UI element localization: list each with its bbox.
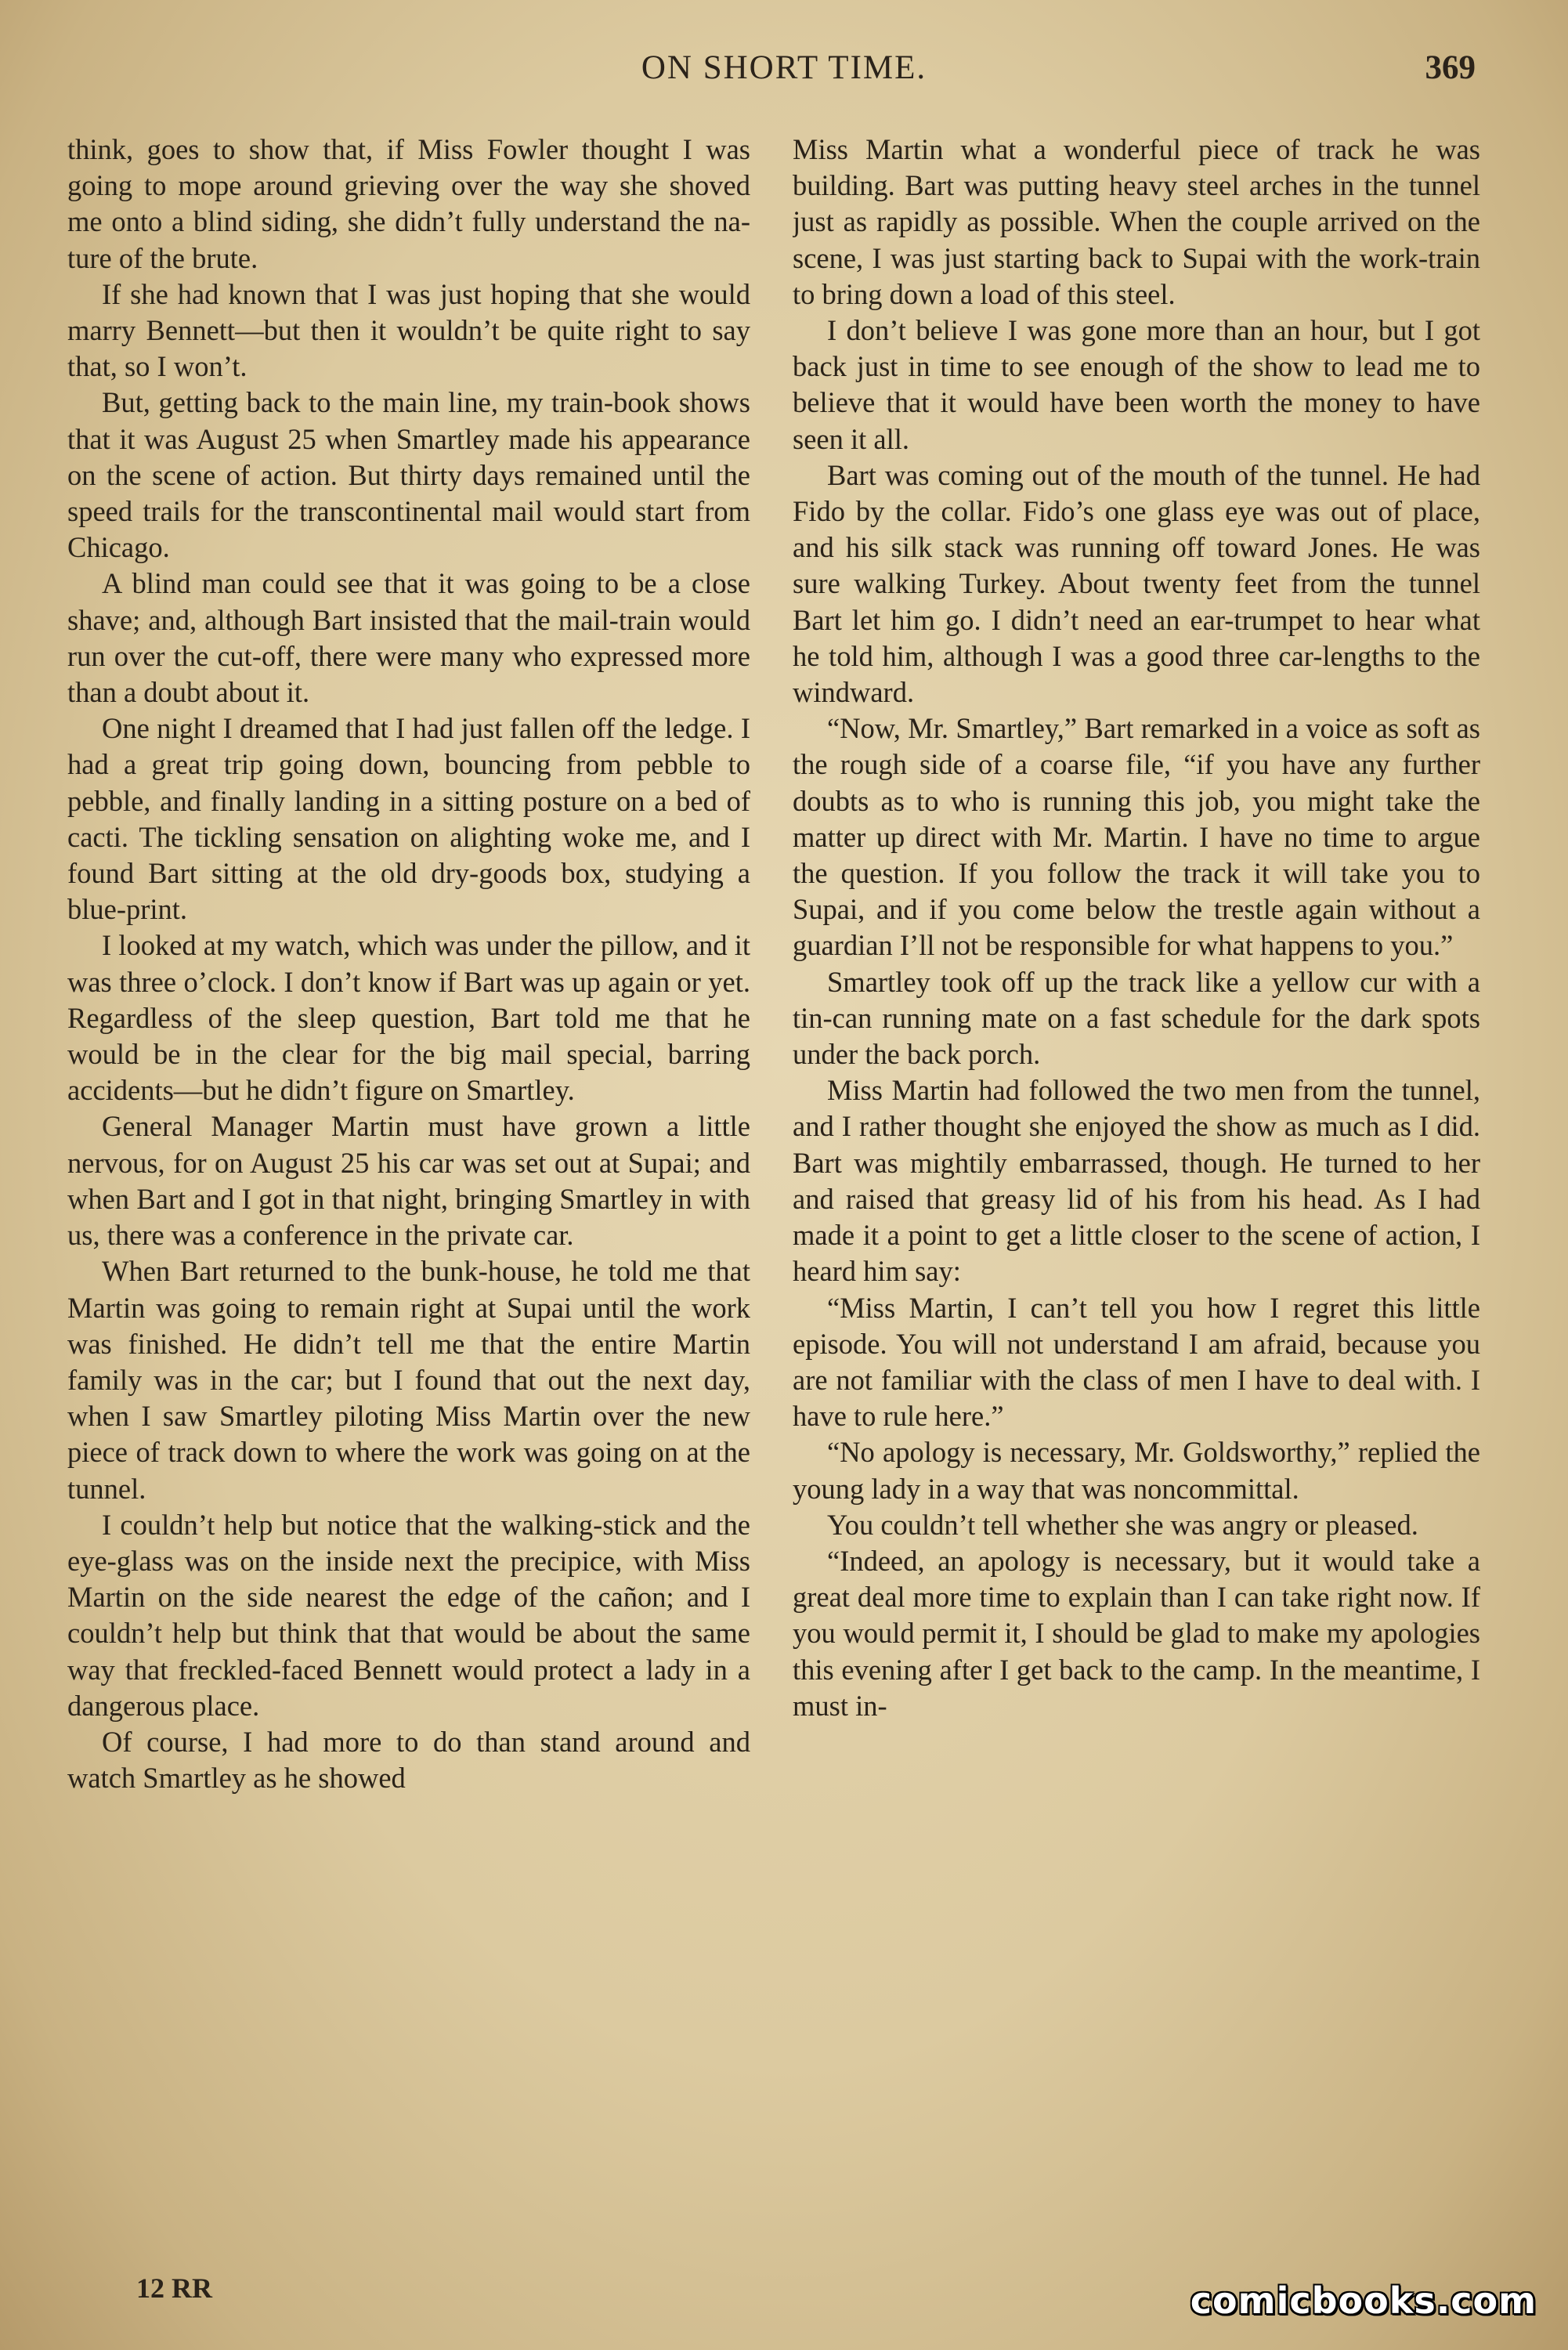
- paragraph: Of course, I had more to do than stand around and watch Smartley as he showed: [67, 1725, 750, 1795]
- paragraph: think, goes to show that, if Miss Fowler thought I was going to mope around grieving over the way she shoved me onto a blind siding, she didn’t fully understand the nature of the brute.: [67, 133, 750, 274]
- paragraph: General Manager Martin must have grown a little nervous, for on August 25 his car was set out at Supai; and when Bart and I got in that night, bringing Smartley in with us, there was a conference in the private car.: [67, 1110, 750, 1252]
- paragraph: You couldn’t tell whether she was angry or pleased.: [827, 1508, 1418, 1541]
- paragraph: If she had known that I was just hoping that she would marry Bennett—but then it wouldn’t be quite right to say that, so I won’t.: [67, 277, 750, 383]
- page-header: [0, 49, 1568, 96]
- paragraph: I looked at my watch, which was under the pillow, and it was three o’clock. I don’t know if Bart was up again or yet. Regardless of the sleep question, Bart told me that he would be in the clear for the big mail special, barring accidents—but he didn’t figure on Smartley.: [67, 929, 750, 1107]
- signature-mark: 12 RR: [136, 2272, 212, 2304]
- page-number: 369: [1425, 49, 1476, 86]
- paragraph: Smartley took off up the track like a yellow cur with a tin-can running mate on a fast schedule for the dark spots under the back porch.: [793, 965, 1480, 1071]
- paragraph: One night I dreamed that I had just fallen off the ledge. I had a great trip going down, bouncing from pebble to pebble, and finally landing in a sitting posture on a bed of cacti. The tickling sensation on alighting woke me, and I found Bart sitting at the old dry-goods box, studying a blue-print.: [67, 712, 750, 926]
- paragraph: A blind man could see that it was going to be a close shave; and, although Bart insisted that the mail-train would run over the cut-off, there were many who expressed more than a doubt about it.: [67, 567, 750, 709]
- paragraph: But, getting back to the main line, my train-book shows that it was August 25 when Smartley made his appearance on the scene of action. But thirty days remained until the speed trails for the transcontinental mail would start from Chicago.: [67, 386, 750, 564]
- paragraph: I couldn’t help but notice that the walking-stick and the eye-glass was on the inside next the precipice, with Miss Martin on the side nearest the edge of the cañon; and I couldn’t help but think that that would be about the same way that freckled-faced Bennett would protect a lady in a dangerous place.: [67, 1508, 750, 1722]
- left-column: [67, 132, 750, 2254]
- paragraph: When Bart returned to the bunk-house, he told me that Martin was going to remain right at Supai until the work was finished. He didn’t tell me that the entire Martin family was in the car; but I found that out the next day, when I saw Smartley piloting Miss Martin over the new piece of track down to where the work was going on at the tunnel.: [67, 1255, 750, 1505]
- paragraph: Bart was coming out of the mouth of the tunnel. He had Fido by the collar. Fido’s one glass eye was out of place, and his silk stack was running off toward Jones. He was sure walking Turkey. About twenty feet from the tunnel Bart let him go. I didn’t need an ear-trumpet to hear what he told him, although I was a good three car-lengths to the windward.: [793, 458, 1480, 709]
- paragraph: “Indeed, an apology is necessary, but it would take a great deal more time to explain than I can take right now. If you would permit it, I should be glad to make my apologies this evening after I get back to the camp. In the meantime, I must in-: [793, 1544, 1480, 1722]
- paragraph: I don’t believe I was gone more than an hour, but I got back just in time to see enough of the show to lead me to believe that it would have been worth the money to have seen it all.: [793, 314, 1480, 455]
- running-title: ON SHORT TIME.: [641, 49, 927, 86]
- paragraph: Miss Martin had followed the two men from the tunnel, and I rather thought she enjoyed the show as much as I did. Bart was mightily embarrassed, though. He turned to her and raised that greasy lid of his from his head. As I had made it a point to get a little closer to the scene of action, I heard him say:: [793, 1074, 1480, 1288]
- paragraph: “Now, Mr. Smartley,” Bart remarked in a voice as soft as the rough side of a coarse file, “if you have any further doubts as to who is running this job, you might take the matter up direct with Mr. Martin. I have no time to argue the question. If you follow the track it will take you to Supai, and if you come below the trestle again without a guardian I’ll not be responsible for what happens to you.”: [793, 712, 1480, 962]
- paragraph: Miss Martin what a wonderful piece of track he was building. Bart was putting heavy steel arches in the tunnel just as rapidly as possible. When the couple arrived on the scene, I was just starting back to Supai with the work-train to bring down a load of this steel.: [793, 133, 1480, 310]
- paragraph: “Miss Martin, I can’t tell you how I regret this little episode. You will not understand I am afraid, because you are not familiar with the class of men I have to deal with. I have to rule here.”: [793, 1291, 1480, 1433]
- right-column: [793, 132, 1480, 2254]
- watermark: comicbooks.com: [1190, 2280, 1537, 2322]
- paragraph: “No apology is necessary, Mr. Goldsworthy,” replied the young lady in a way that was noncommittal.: [793, 1436, 1480, 1505]
